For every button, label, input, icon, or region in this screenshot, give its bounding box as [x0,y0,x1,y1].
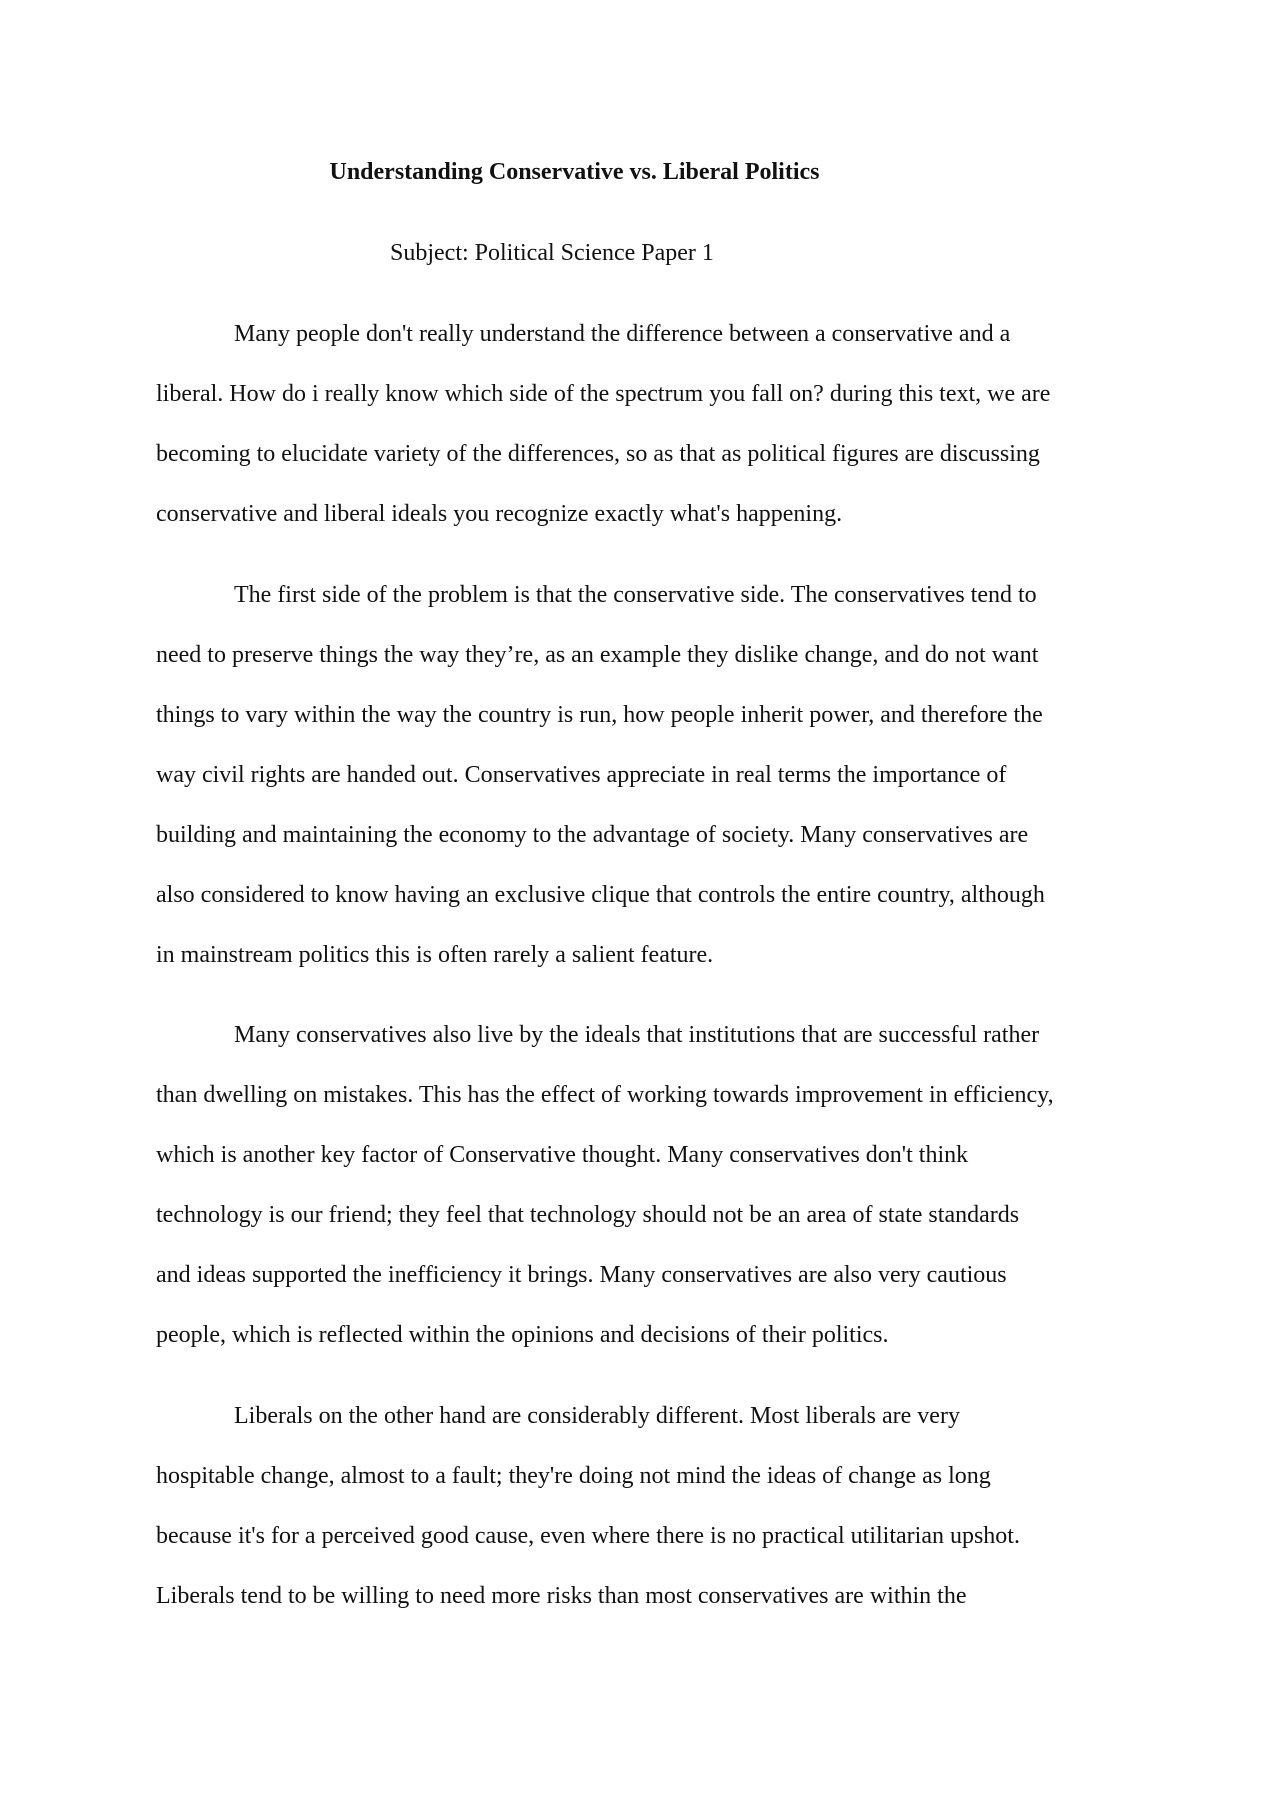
paragraph-line: way civil rights are handed out. Conservatives appreciate in real terms the importance of [156,762,1007,788]
paragraph-line: technology is our friend; they feel that technology should not be an area of state standards [156,1202,1020,1228]
paragraph-line: and ideas supported the inefficiency it brings. Many conservatives are also very cautious [156,1262,1007,1288]
document-subject: Subject: Political Science Paper 1 [390,240,714,266]
paragraph-line: which is another key factor of Conservative thought. Many conservatives don't think [156,1142,969,1168]
paragraph-line: Liberals tend to be willing to need more risks than most conservatives are within the [156,1583,967,1609]
paragraph-line: because it's for a perceived good cause, even where there is no practical utilitarian upshot. [156,1523,1020,1549]
paragraph-line: hospitable change, almost to a fault; they're doing not mind the ideas of change as long [156,1463,991,1489]
paragraph-line: things to vary within the way the country is run, how people inherit power, and therefore the [156,702,1043,728]
paragraph-line: also considered to know having an exclusive clique that controls the entire country, although [156,882,1045,908]
paragraph-line: Many conservatives also live by the ideals that institutions that are successful rather [234,1022,1040,1048]
paragraph-line: liberal. How do i really know which side of the spectrum you fall on? during this text, we are [156,381,1051,407]
paragraph-line: need to preserve things the way they’re, as an example they dislike change, and do not want [156,642,1039,668]
paragraph-line: conservative and liberal ideals you recognize exactly what's happening. [156,501,843,527]
paragraph-line: people, which is reflected within the opinions and decisions of their politics. [156,1322,889,1348]
paragraph-line: than dwelling on mistakes. This has the effect of working towards improvement in efficiency, [156,1082,1054,1108]
paragraph-line: Liberals on the other hand are considerably different. Most liberals are very [234,1403,960,1429]
paragraph-line: becoming to elucidate variety of the differences, so as that as political figures are discussing [156,441,1040,467]
paragraph-line: Many people don't really understand the difference between a conservative and a [234,321,1011,347]
paragraph-line: in mainstream politics this is often rarely a salient feature. [156,942,714,968]
document-title: Understanding Conservative vs. Liberal Politics [329,159,820,185]
paragraph-line: The first side of the problem is that the conservative side. The conservatives tend to [234,582,1037,608]
paragraph-line: building and maintaining the economy to the advantage of society. Many conservatives are [156,822,1029,848]
